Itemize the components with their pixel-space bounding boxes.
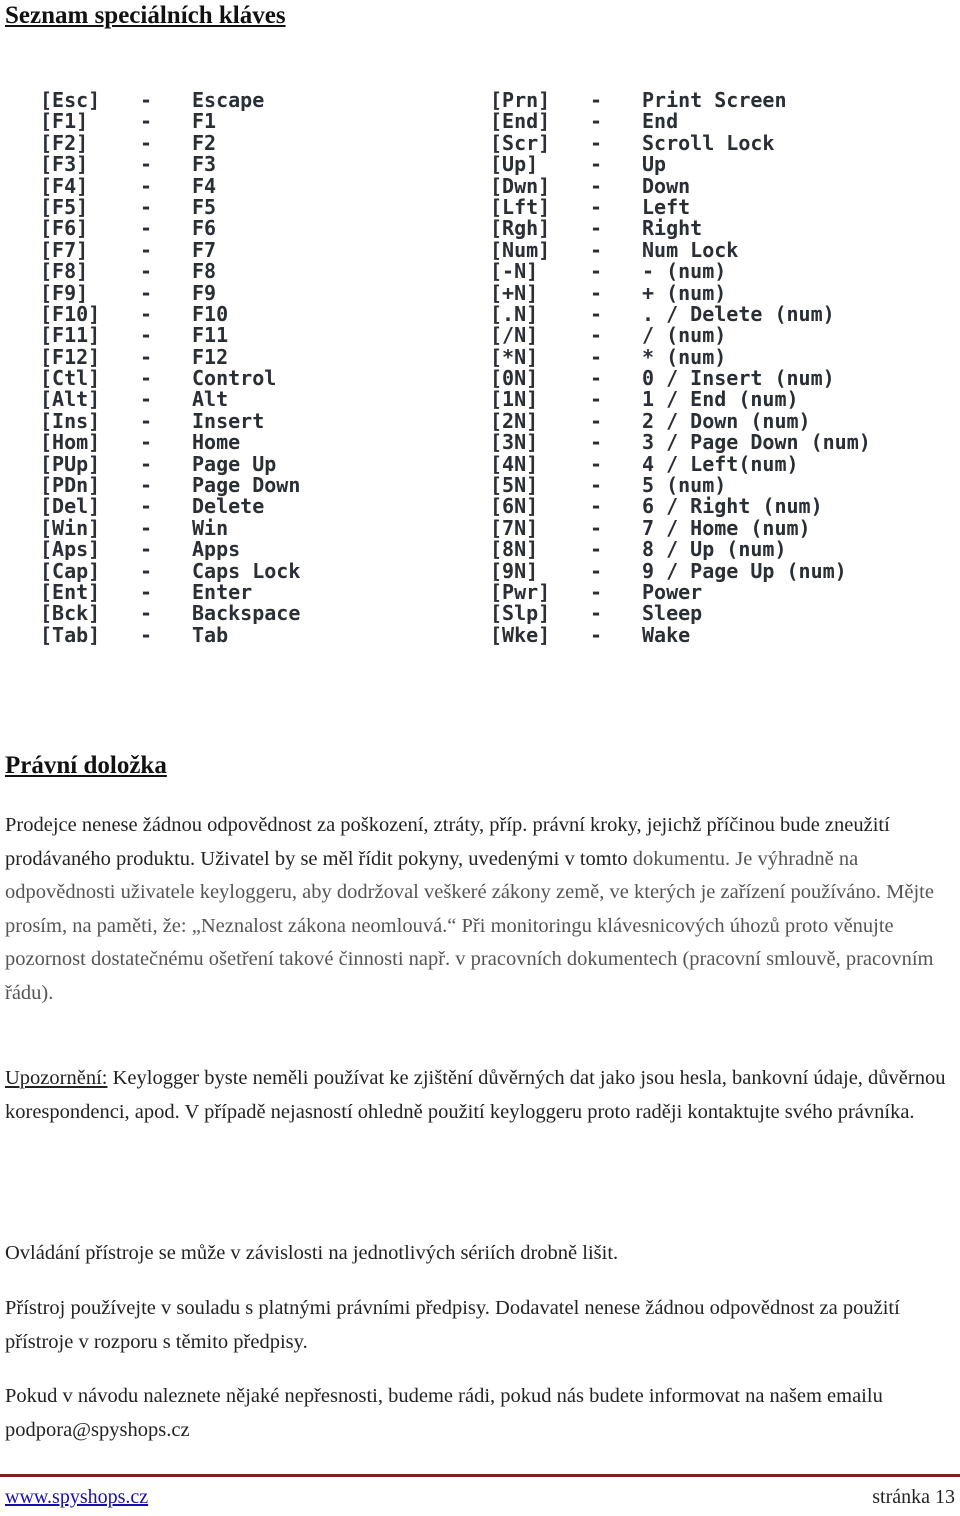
key-separator: -: [140, 515, 153, 540]
key-code: [F1]: [40, 109, 89, 134]
key-separator: -: [590, 515, 603, 540]
key-description: * (num): [642, 344, 727, 369]
key-separator: -: [140, 301, 153, 326]
key-code: [F7]: [40, 237, 89, 262]
key-description: F8: [192, 259, 217, 284]
key-description: F3: [192, 152, 217, 177]
key-separator: -: [590, 473, 603, 498]
key-description: 8 / Up (num): [642, 537, 787, 562]
key-code: [Tab]: [40, 622, 101, 647]
key-description: 6 / Right (num): [642, 494, 823, 519]
key-row: [40, 496, 340, 517]
key-separator: -: [590, 408, 603, 433]
key-separator: -: [590, 366, 603, 391]
key-row: [40, 408, 340, 433]
key-code: [.N]: [490, 301, 539, 326]
key-separator: -: [140, 323, 153, 348]
key-description: F9: [192, 280, 217, 305]
key-code: [Wke]: [490, 622, 551, 647]
footer-divider: [0, 1474, 960, 1477]
key-row: [490, 261, 910, 282]
key-code: [Pwr]: [490, 579, 551, 604]
key-code: [Rgh]: [490, 216, 551, 241]
key-description: Control: [192, 366, 277, 391]
key-row: [40, 475, 340, 496]
key-row: [490, 475, 910, 496]
key-description: Apps: [192, 537, 241, 562]
key-description: Caps Lock: [192, 558, 301, 583]
key-row: [40, 280, 340, 305]
key-separator: -: [590, 173, 603, 198]
key-row: [490, 496, 910, 517]
key-code: [Num]: [490, 237, 551, 262]
legal-paragraph: [5, 809, 955, 1010]
key-row: [490, 173, 910, 198]
key-description: Up: [642, 152, 667, 177]
key-row: [490, 130, 910, 155]
key-row: [490, 451, 910, 476]
key-separator: -: [590, 430, 603, 455]
key-separator: -: [590, 622, 603, 647]
key-code: [F5]: [40, 194, 89, 219]
key-code: [PDn]: [40, 473, 101, 498]
key-row: [490, 154, 910, 175]
key-separator: -: [590, 109, 603, 134]
key-description: 4 / Left(num): [642, 451, 799, 476]
key-code: [3N]: [490, 430, 539, 455]
key-code: [F2]: [40, 130, 89, 155]
key-description: Wake: [642, 622, 691, 647]
key-row: [490, 325, 910, 346]
key-code: [F3]: [40, 152, 89, 177]
key-row: [40, 432, 340, 453]
key-separator: -: [590, 216, 603, 241]
key-description: Power: [642, 579, 703, 604]
key-separator: -: [140, 558, 153, 583]
key-description: Left: [642, 194, 691, 219]
key-separator: -: [140, 601, 153, 626]
key-row: [490, 389, 910, 410]
key-code: [Hom]: [40, 430, 101, 455]
key-description: Page Up: [192, 451, 277, 476]
key-row: [490, 603, 910, 624]
key-separator: -: [140, 387, 153, 412]
key-description: 0 / Insert (num): [642, 366, 835, 391]
key-row: [490, 111, 910, 132]
key-code: [F9]: [40, 280, 89, 305]
key-code: [1N]: [490, 387, 539, 412]
key-row: [40, 90, 340, 111]
key-separator: -: [140, 473, 153, 498]
key-code: [5N]: [490, 473, 539, 498]
key-separator: -: [590, 152, 603, 177]
key-code: [*N]: [490, 344, 539, 369]
key-separator: -: [590, 558, 603, 583]
key-row: [40, 237, 340, 262]
key-row: [490, 515, 910, 540]
key-description: Page Down: [192, 473, 301, 498]
key-row: [490, 539, 910, 560]
key-code: [6N]: [490, 494, 539, 519]
key-separator: -: [140, 537, 153, 562]
key-separator: -: [590, 280, 603, 305]
key-separator: -: [590, 301, 603, 326]
key-description: 1 / End (num): [642, 387, 799, 412]
key-separator: -: [140, 579, 153, 604]
key-row: [490, 558, 910, 583]
key-description: Insert: [192, 408, 265, 433]
key-separator: -: [140, 88, 153, 112]
key-description: . / Delete (num): [642, 301, 835, 326]
key-row: [490, 237, 910, 262]
key-separator: -: [140, 451, 153, 476]
key-separator: -: [140, 430, 153, 455]
key-separator: -: [590, 344, 603, 369]
key-separator: -: [140, 259, 153, 284]
key-code: [/N]: [490, 323, 539, 348]
key-description: Sleep: [642, 601, 703, 626]
key-code: [Alt]: [40, 387, 101, 412]
key-row: [40, 154, 340, 175]
key-separator: -: [590, 88, 603, 112]
key-code: [Scr]: [490, 130, 551, 155]
key-separator: -: [140, 622, 153, 647]
key-code: [8N]: [490, 537, 539, 562]
key-row: [40, 173, 340, 198]
key-code: [Slp]: [490, 601, 551, 626]
key-code: [2N]: [490, 408, 539, 433]
key-code: [0N]: [490, 366, 539, 391]
key-description: / (num): [642, 323, 727, 348]
key-code: [F10]: [40, 301, 101, 326]
key-code: [-N]: [490, 259, 539, 284]
key-row: [40, 622, 340, 647]
key-separator: -: [140, 152, 153, 177]
key-description: - (num): [642, 259, 727, 284]
legal-text-part-1: Prodejce nenese žádnou odpovědnost za poškození, ztráty, příp. právní kroky, jejichž příčinou bude zneužití prodávaného produktu. Uživatel by se měl řídit pokyny, uvedenými v tomto: [5, 814, 890, 870]
key-code: [Bck]: [40, 601, 101, 626]
key-row: [40, 261, 340, 282]
key-code: [4N]: [490, 451, 539, 476]
key-description: 5 (num): [642, 473, 727, 498]
key-list-left: [40, 90, 340, 646]
key-description: 3 / Page Down (num): [642, 430, 871, 455]
warning-text: Keylogger byste neměli používat ke zjištění důvěrných dat jako jsou hesla, bankovní údaje, důvěrnou korespondenci, apod. V případě nejasností ohledně použití keyloggeru proto raději kontaktujte svého právníka.: [5, 1067, 946, 1123]
key-row: [40, 451, 340, 476]
key-code: [Del]: [40, 494, 101, 519]
key-code: [F6]: [40, 216, 89, 241]
key-row: [490, 408, 910, 433]
key-description: 7 / Home (num): [642, 515, 811, 540]
key-separator: -: [140, 109, 153, 134]
key-description: Delete: [192, 494, 265, 519]
key-separator: -: [590, 130, 603, 155]
key-row: [40, 194, 340, 219]
key-separator: -: [140, 494, 153, 519]
key-description: Print Screen: [642, 88, 787, 112]
key-row: [490, 280, 910, 305]
key-description: F12: [192, 344, 229, 369]
key-row: [40, 344, 340, 369]
key-separator: -: [140, 216, 153, 241]
key-code: [PUp]: [40, 451, 101, 476]
key-row: [40, 111, 340, 132]
key-description: Right: [642, 216, 703, 241]
note-legal-use: Přístroj používejte v souladu s platnými právními předpisy. Dodavatel nenese žádnou odpovědnost za použití přístroje v rozporu s těmito předpisy.: [5, 1297, 900, 1353]
page-number: stránka 13: [872, 1486, 955, 1508]
key-separator: -: [140, 408, 153, 433]
key-row: [490, 579, 910, 604]
key-code: [+N]: [490, 280, 539, 305]
key-row: [40, 515, 340, 540]
key-row: [490, 344, 910, 369]
key-row: [490, 432, 910, 453]
key-description: Down: [642, 173, 691, 198]
key-description: Backspace: [192, 601, 301, 626]
key-row: [40, 603, 340, 624]
key-separator: -: [140, 280, 153, 305]
key-description: F11: [192, 323, 229, 348]
key-row: [490, 368, 910, 389]
key-description: + (num): [642, 280, 727, 305]
key-row: [40, 389, 340, 410]
key-row: [490, 622, 910, 647]
note-series: Ovládání přístroje se může v závislosti na jednotlivých sériích drobně lišit.: [5, 1242, 619, 1264]
key-description: F7: [192, 237, 217, 262]
key-code: [F11]: [40, 323, 101, 348]
footer-website-link[interactable]: www.spyshops.cz: [5, 1486, 149, 1508]
key-description: Home: [192, 430, 241, 455]
note-contact: Pokud v návodu naleznete nějaké nepřesnosti, budeme rádi, pokud nás budete informovat na našem emailu podpora@spyshops.cz: [5, 1385, 883, 1441]
key-separator: -: [590, 323, 603, 348]
warning-paragraph: [5, 1062, 955, 1129]
key-separator: -: [590, 537, 603, 562]
key-code: [Dwn]: [490, 173, 551, 198]
key-separator: -: [590, 494, 603, 519]
key-separator: -: [140, 130, 153, 155]
key-code: [F4]: [40, 173, 89, 198]
key-code: [F12]: [40, 344, 101, 369]
key-separator: -: [140, 366, 153, 391]
key-separator: -: [590, 579, 603, 604]
key-description: F1: [192, 109, 217, 134]
key-description: Win: [192, 515, 229, 540]
key-code: [F8]: [40, 259, 89, 284]
key-description: F6: [192, 216, 217, 241]
key-code: [Up]: [490, 152, 539, 177]
key-row: [40, 558, 340, 583]
key-description: Num Lock: [642, 237, 739, 262]
key-separator: -: [140, 344, 153, 369]
key-code: [Ctl]: [40, 366, 101, 391]
key-row: [40, 325, 340, 346]
key-code: [9N]: [490, 558, 539, 583]
key-code: [Aps]: [40, 537, 101, 562]
key-code: [Prn]: [490, 88, 551, 112]
key-separator: -: [590, 237, 603, 262]
key-row: [490, 90, 910, 111]
key-code: [Cap]: [40, 558, 101, 583]
key-code: [Ins]: [40, 408, 101, 433]
key-row: [40, 579, 340, 604]
key-description: Enter: [192, 579, 253, 604]
key-row: [490, 301, 910, 326]
key-separator: -: [140, 237, 153, 262]
page-title: Seznam speciálních kláves: [5, 2, 286, 29]
key-code: [End]: [490, 109, 551, 134]
key-description: Alt: [192, 387, 229, 412]
key-separator: -: [140, 194, 153, 219]
key-row: [40, 368, 340, 389]
key-description: F5: [192, 194, 217, 219]
key-separator: -: [590, 194, 603, 219]
key-separator: -: [590, 601, 603, 626]
key-separator: -: [590, 387, 603, 412]
key-separator: -: [590, 451, 603, 476]
key-description: 2 / Down (num): [642, 408, 811, 433]
key-description: 9 / Page Up (num): [642, 558, 847, 583]
legal-heading: Právní doložka: [5, 752, 167, 779]
key-code: [Lft]: [490, 194, 551, 219]
key-description: F10: [192, 301, 229, 326]
key-row: [40, 130, 340, 155]
key-code: [Esc]: [40, 88, 101, 112]
key-code: [7N]: [490, 515, 539, 540]
key-description: Escape: [192, 88, 265, 112]
key-row: [40, 539, 340, 560]
key-description: F4: [192, 173, 217, 198]
key-description: Tab: [192, 622, 229, 647]
key-row: [490, 218, 910, 239]
key-code: [Ent]: [40, 579, 101, 604]
key-description: Scroll Lock: [642, 130, 775, 155]
warning-label: Upozornění:: [5, 1067, 108, 1089]
key-row: [40, 301, 340, 326]
key-row: [40, 218, 340, 239]
key-code: [Win]: [40, 515, 101, 540]
key-description: F2: [192, 130, 217, 155]
key-separator: -: [590, 259, 603, 284]
legal-text-part-2: dokumentu. Je výhradně na odpovědnosti uživatele keyloggeru, aby dodržoval veškeré zákony země, ve kterých je zařízení používáno. Mějte prosím, na paměti, že: „Neznalost zákona neomlouvá.“ Při monitoringu klávesnicových úhozů proto věnujte pozornost dostatečnému ošetření takové činnosti např. v pracovních dokumentech (pracovní smlouvě, pracovním řádu).: [5, 847, 934, 1004]
key-description: End: [642, 109, 679, 134]
key-list-right: [490, 90, 910, 646]
key-separator: -: [140, 173, 153, 198]
key-row: [490, 194, 910, 219]
